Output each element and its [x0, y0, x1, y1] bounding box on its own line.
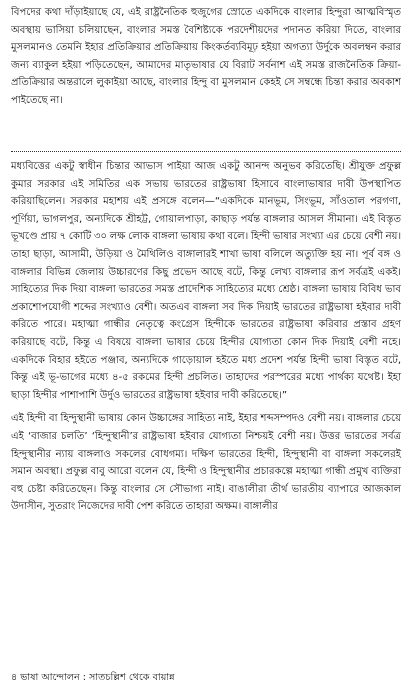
section-divider — [11, 151, 401, 152]
paragraph-1: বিপদের কথা দাঁড়াইয়াছে যে, এই রাষ্ট্রনৈতিক হুজুগের স্রোতে একদিকে বাংলার হিন্দুরা আত্মবিস্মৃত অবস্থায় ভাসিয়া চলিয়াছেন, বাংলার সমস্ত বৈশিষ্ট্যকে পরদেশীয়দের পদানত করিয়া দিতে, বাংলার মুসলমানও তেমনি ইহার প্রতিক্রিয়ার প্রতিক্রিয়ায় কিংকর্তব্যবিমূঢ় হইয়া অগত্যা উর্দুকে অবলম্বন করার জন্য ব্যাকুল হইয়া পড়িতেছেন, আমাদের মাতৃভাষার যে বিরাট সর্বনাশ এই সমস্ত রাজনৈতিক ক্রিয়া-প্রতিক্রিয়ার অন্তরালে লুকাইয়া আছে, বাংলার হিন্দু বা মুসলমান কেহই সে সম্বন্ধে চিন্তা করার অবকাশ পাইতেছে না। — [11, 7, 401, 106]
page-footer: ৪ ভাষা আন্দোলন : সাতচল্লিশ থেকে বায়ান্ন — [11, 672, 175, 683]
paragraph-3: এই হিন্দী বা হিন্দুস্থানী ভাষায় কোন উচ্চাঙ্গের সাহিত্য নাই, ইহার শব্দসম্পদও বেশী নয়। বাঙ্গলার চেয়ে এই ‘বাজার চলতি’ ‘হিন্দুস্থানী’র রাষ্ট্রভাষা হইবার যোগ্যতা নিশ্চয়ই বেশী নয়। উত্তর ভারতের সর্বত্র হিন্দুস্থানীর ন্যায় বাঙ্গলাও সকলের বোধগম্য। দক্ষিণ ভারতের হিন্দী, হিন্দুস্থানী বা বাঙ্গলা সকলেরই সমান অবস্থা। প্রফুল্ল বাবু আরো বলেন যে, হিন্দী ও হিন্দুস্থানীর প্রচারকল্পে মহাত্মা গান্ধী প্রমুখ ব্যক্তিরা বহু চেষ্টা করিতেছেন। কিন্তু বাংলার সে সৌভাগ্য নাই। বাঙালীরা তীর্থ ভারতীয় ব্যাপারে আজকাল উদাসীন, সুতরাং নিজেদের দাবী পেশ করিতে তাহারা অক্ষম। বাঙ্গালীর — [11, 413, 401, 513]
paragraph-2: মধ্যবিত্তের একটু স্বাধীন চিন্তার আভাস পাইয়া আজ একটু আনন্দ অনুভব করিতেছি। শ্রীযুক্ত প্রফুল্ল কুমার সরকার এই সমিতির এক সভায় ভারতের রাষ্ট্রভাষা হিসাবে বাংলাভাষার দাবী উপস্থাপিত করিয়াছিলেন। সরকার মহাশয় এই প্রসঙ্গে বলেন—“একদিকে মানভূম, সিংভূম, সাঁওতাল পরগণা, পূর্ণিয়া, ভাগলপুর, অন্যদিকে শ্রীহট্ট, গোয়ালপাড়া, কাছাড় পর্যন্ত বাঙ্গলার আসল সীমানা। এই বিস্তৃত ভূখণ্ডে প্রায় ৭ কোটি ৩০ লক্ষ লোক বাঙ্গলা ভাষায় কথা বলে। হিন্দী ভাষার সংখ্যা এর চেয়ে বেশী নয়। তাহা ছাড়া, আসামী, উড়িয়া ও মৈথিলিও বাঙ্গালারই শাখা ভাষা বলিলে অত্যুক্তি হয় না। পূর্ব বঙ্গ ও বাঙ্গলার বিভিন্ন জেলায় উচ্চারণের কিছু প্রভেদ আছে বটে, কিন্তু লেখ্য বাঙ্গলার রূপ সর্বত্রই একই। সাহিত্যের দিক দিয়া বাঙ্গলা ভারতের সমস্ত প্রাদেশিক সাহিত্যের মধ্যে শ্রেষ্ঠ। বাঙ্গলা ভাষায় বিবিধ ভাব প্রকাশোপযোগী শব্দের সংখ্যাও বেশী। অতএব বাঙ্গলা সব দিক দিয়াই ভারতের রাষ্ট্রভাষা হইবার দাবী করিতে পারে। মহাত্মা গান্ধীর নেতৃত্বে কংগ্রেস হিন্দীকে ভারতের রাষ্ট্রভাষা করিবার প্রস্তাব গ্রহণ করিয়াছে বটে, কিন্তু এ বিষয়ে বাঙ্গলা ভাষার চেয়ে হিন্দীর যোগ্যতা কোন দিক দিয়াই বেশী নহে। একদিকে বিহার হইতে পঞ্জাব, অন্যদিকে গাড়োয়াল হইতে মধ্য প্রদেশ পর্যন্ত হিন্দী ভাষা বিস্তৃত বটে, কিন্তু এই ভূ-ভাগের মধ্যে ৪-৫ রকমের হিন্দী প্রচলিত। তাহাদের পরস্পরের মধ্যে পার্থক্য যথেষ্ট। ইহা ছাড়া হিন্দীর পাশাপাশি উর্দুও ভারতের রাষ্ট্রভাষা হইবার দাবী করিতেছে।” — [11, 161, 401, 401]
